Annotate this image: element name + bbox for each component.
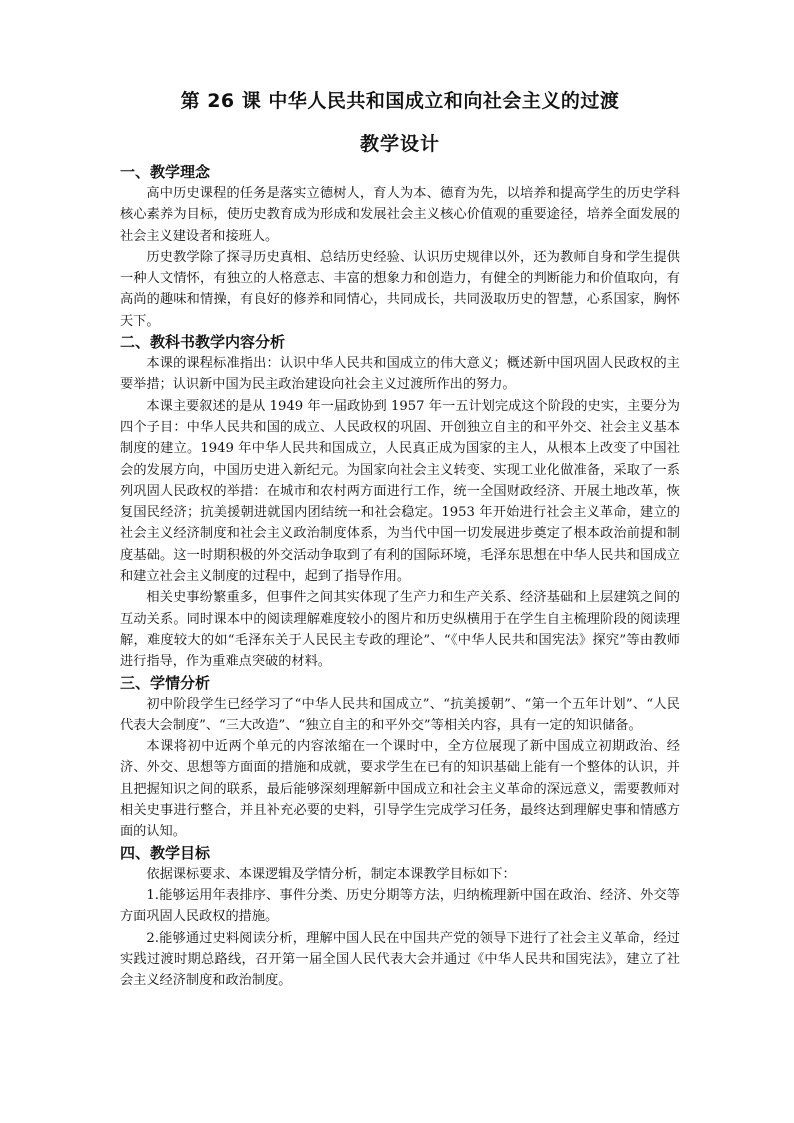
- section-heading: 二、教科书教学内容分析: [120, 333, 286, 352]
- section-teaching-goals: [120, 843, 680, 992]
- document-title: 第 26 课 中华人民共和国成立和向社会主义的过渡: [180, 90, 620, 112]
- section-heading: 一、教学理念: [120, 163, 211, 181]
- paragraph: 2.能够通过史料阅读分析，理解中国人民在中国共产党的领导下进行了社会主义革命，经过实践过渡时期总路线，召开第一届全国人民代表大会并通过《中华人民共和国宪法》，建立了社会主义经济制度和政治制度。: [120, 930, 680, 989]
- paragraph: 本课将初中近两个单元的内容浓缩在一个课时中，全方位展现了新中国成立初期政治、经济、外交、思想等方面面的措施和成就，要求学生在已有的知识基础上能有一个整体的认识，并且把握知识之间的联系，最后能够深刻理解新中国成立和社会主义革命的深远意义，需要教师对相关史事进行整合，并且补充必要的史料，引导学生完成学习任务，最终达到理解史事和情感方面的认知。: [120, 739, 680, 840]
- section-heading: 三、学情分析: [120, 673, 211, 692]
- section-heading: 四、教学目标: [120, 843, 211, 862]
- paragraph: 本课的课程标准指出：认识中华人民共和国成立的伟大意义；概述新中国巩固人民政权的主要举措；认识新中国为民主政治建设向社会主义过渡所作出的努力。: [120, 356, 680, 393]
- paragraph: 初中阶段学生已经学习了“中华人民共和国成立”、“抗美援朝”、“第一个五年计划”、“人民代表大会制度”、“三大改造”、“独立自主的和平外交”等相关内容，具有一定的知识储备。: [120, 696, 680, 733]
- section-teaching-philosophy: [120, 162, 680, 332]
- paragraph: 1.能够运用年表排序、事件分类、历史分期等方法，归纳梳理新中国在政治、经济、外交等方面巩固人民政权的措施。: [120, 887, 680, 925]
- paragraph: 依据课标要求、本课逻辑及学情分析，制定本课教学目标如下：: [146, 866, 516, 882]
- section-textbook-analysis: [120, 332, 680, 672]
- paragraph: 历史教学除了探寻历史真相、总结历史经验、认识历史规律以外，还为教师自身和学生提供一种人文情怀，有独立的人格意志、丰富的想象力和创造力，有健全的判断能力和价值取向，有高尚的趣味和情操，有良好的修养和同情心，共同成长，共同汲取历史的智慧，心系国家，胸怀天下。: [120, 249, 680, 329]
- document-page: [120, 86, 680, 991]
- paragraph: 相关史事纷繁重多，但事件之间其实体现了生产力和生产关系、经济基础和上层建筑之间的互动关系。同时课本中的阅读理解难度较小的图片和历史纵横用于在学生自主梳理阶段的阅读理解，难度较大的如“毛泽东关于人民民主专政的理论”、“《中华人民共和国宪法》探究”等由教师进行指导，作为重难点突破的材料。: [120, 590, 680, 670]
- section-student-analysis: [120, 673, 680, 843]
- paragraph: 本课主要叙述的是从 1949 年一届政协到 1957 年一五计划完成这个阶段的史实，主要分为四个子目：中华人民共和国的成立、人民政权的巩固、开创独立自主的和平外交、社会主义基本制度的建立。1949 年中华人民共和国成立，人民真正成为国家的主人，从根本上改变了中国社会的发展方向，中国历史进入新纪元。为国家向社会主义转变、实现工业化做准备，采取了一系列巩固人民政权的举措：在城市和农村两方面进行工作，统一全国财政经济、开展土地改革，恢复国民经济；抗美援朝进就国内团结统一和社会稳定。1953 年开始进行社会主义革命，建立的社会主义经济制度和社会主义政治制度体系，为当代中国一切发展进步奠定了根本政治前提和制度基础。这一时期积极的外交活动争取到了有利的国际环境，毛泽东思想在中华人民共和国成立和建立社会主义制度的过程中，起到了指导作用。: [120, 398, 680, 585]
- document-subtitle: 教学设计: [359, 133, 440, 155]
- paragraph: 高中历史课程的任务是落实立德树人，育人为本、德育为先，以培养和提高学生的历史学科核心素养为目标，使历史教育成为形成和发展社会主义核心价值观的重要途径，培养全面发展的社会主义建设者和接班人。: [120, 186, 680, 244]
